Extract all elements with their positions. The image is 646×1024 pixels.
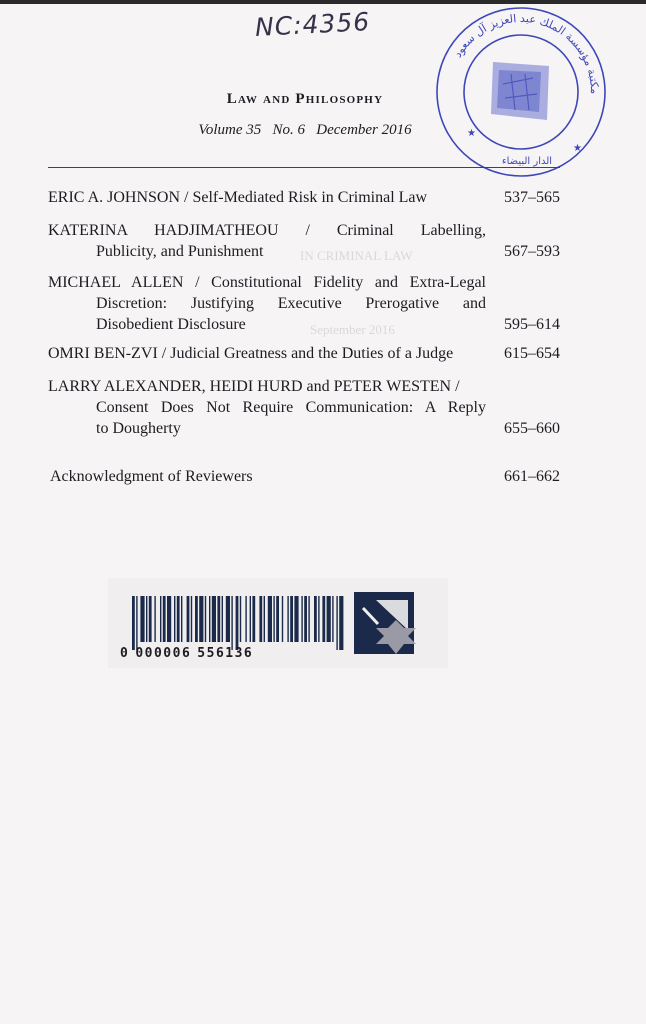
barcode-bar [273, 596, 274, 642]
publisher-logo-icon [354, 592, 416, 654]
issue-volume: Volume 35 [198, 122, 262, 138]
barcode-bar [167, 596, 171, 642]
toc-page-range: 655–660 [504, 420, 560, 437]
barcode-bar [250, 596, 251, 642]
barcode-bar [205, 596, 206, 642]
barcode-bar [174, 596, 175, 642]
barcode-bar [264, 596, 265, 642]
toc-acknowledgment [48, 466, 560, 487]
barcode-bar [259, 596, 262, 642]
header-divider [48, 167, 560, 168]
toc-page-range: 537–565 [504, 189, 560, 206]
barcode-bar [181, 596, 182, 642]
toc-entry-line: LARRY ALEXANDER, HEIDI HURD and PETER WESTEN / [48, 378, 460, 395]
toc-entry-line: Disobedient Disclosure [96, 316, 246, 333]
journal-title: Law and Philosophy [226, 91, 384, 107]
barcode-bar [304, 596, 307, 642]
toc-page-range: 661–662 [504, 468, 560, 485]
barcode-bar [339, 596, 343, 650]
barcode-bar [245, 596, 246, 642]
barcode-bar [222, 596, 223, 642]
toc-entry-line: Consent Does Not Require Communication: A Reply [96, 399, 486, 416]
barcode-first-digit: 0 [120, 646, 130, 661]
handwritten-call-number: NC:4356 [254, 7, 371, 42]
barcode-bar [136, 596, 137, 650]
barcode-bar [199, 596, 203, 642]
barcode-bar [308, 596, 309, 642]
toc-entry-line: Acknowledgment of Reviewers [50, 468, 253, 485]
barcode-bar [191, 596, 192, 642]
barcode-bar [217, 596, 220, 642]
barcode-bar [177, 596, 180, 642]
barcode-bar [336, 596, 337, 650]
barcode-bar [163, 596, 166, 642]
barcode-bar [314, 596, 317, 642]
barcode-bar [149, 596, 152, 642]
issue-date: December 2016 [316, 122, 412, 138]
show-through-text: September 2016 [310, 322, 395, 337]
barcode-bar [301, 596, 302, 642]
toc-page-range: 567–593 [504, 243, 560, 260]
barcode-bar [240, 596, 241, 642]
stamp-star-icon: ★ [573, 143, 582, 154]
toc-entry-line: MICHAEL ALLEN / Constitutional Fidelity and Extra-Legal [48, 274, 486, 291]
toc-entry [48, 272, 560, 335]
toc-entry-line: to Dougherty [96, 420, 181, 437]
toc-page-range: 595–614 [504, 316, 560, 333]
barcode-bar [322, 596, 325, 642]
barcode-bar [268, 596, 272, 642]
barcode-bar [252, 596, 255, 642]
barcode-bar [276, 596, 279, 642]
barcode-bar [236, 596, 239, 650]
barcode-bar [160, 596, 161, 642]
barcode-right-group: 556136 [197, 646, 254, 661]
barcode-left-group: 000006 [135, 646, 192, 661]
toc-entry-line: OMRI BEN-ZVI / Judicial Greatness and the Duties of a Judge [48, 345, 454, 362]
barcode-bar [327, 596, 331, 642]
journal-issue [0, 122, 610, 139]
barcode-bar [290, 596, 293, 642]
barcode-digits [120, 646, 253, 661]
toc-entry-line: Publicity, and Punishment [96, 243, 264, 260]
toc-entry [48, 376, 560, 439]
barcode-bar [332, 596, 333, 642]
barcode-bar [132, 596, 135, 650]
toc-entry-line: KATERINA HADJIMATHEOU / Criminal Labelling, [48, 222, 486, 239]
barcode-bar [226, 596, 230, 642]
toc-entry [48, 220, 560, 262]
toc-entry-line: ERIC A. JOHNSON / Self-Mediated Risk in Criminal Law [48, 189, 428, 206]
stamp-city-text: الدار البيضاء [501, 156, 553, 167]
toc-entry-line: Discretion: Justifying Executive Prerogative and [96, 295, 486, 312]
show-through-text: IN CRIMINAL LAW [300, 248, 413, 263]
stamp-star-icon: ★ [467, 128, 476, 139]
issue-number: No. 6 [272, 122, 306, 138]
barcode-bar [231, 596, 232, 650]
barcode-bar [209, 596, 210, 642]
toc-entry [48, 187, 560, 208]
barcode-bar [140, 596, 144, 642]
barcode-bar [154, 596, 155, 642]
barcode-bar [212, 596, 216, 642]
barcode-bar [287, 596, 288, 642]
stamp-ring-text: مكتبة مؤسسة الملك عبد العزيز آل سعود [451, 11, 602, 95]
toc-page-range: 615–654 [504, 345, 560, 362]
barcode-bar [282, 596, 283, 642]
barcode-bar [187, 596, 190, 642]
barcode-bar [294, 596, 298, 642]
barcode-bar [195, 596, 198, 642]
barcode-bar [318, 596, 319, 642]
toc-entry [48, 343, 560, 364]
barcode-bar [146, 596, 147, 642]
